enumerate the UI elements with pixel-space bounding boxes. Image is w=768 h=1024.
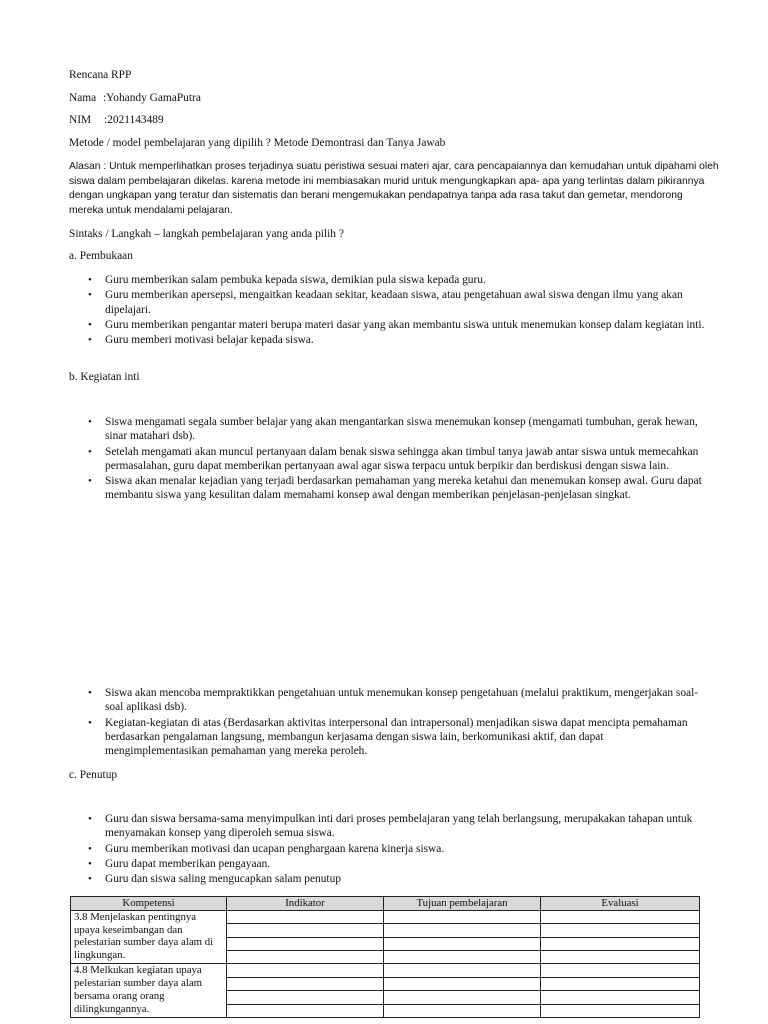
nim-line <box>69 113 164 127</box>
list-item: • Siswa akan menalar kejadian yang terjadi berdasarkan pemahaman yang mereka ketahui dan menemukan konsep awal. Guru dapat membantu siswa yang kesulitan dalam memahami konsep awal dengan memberikan penjelasan-penjelasan singkat. <box>88 475 702 502</box>
list-item: • Guru memberikan pengantar materi berupa materi dasar yang akan membantu siswa untuk menemukan konsep dalam kegiatan inti. <box>88 318 705 331</box>
bullet-icon: • <box>88 842 92 855</box>
table-cell <box>227 950 384 963</box>
table-row <box>71 964 700 977</box>
nama-line <box>69 91 201 105</box>
header-tujuan: Tujuan pembelajaran <box>384 897 541 911</box>
table-cell <box>541 977 700 990</box>
table-cell <box>384 937 541 950</box>
metode-line: Metode / model pembelajaran yang dipilih ? Metode Demontrasi dan Tanya Jawab <box>69 137 446 149</box>
list-item: • Guru memberikan apersepsi, mengaitkan keadaan sekitar, keadaan siswa, atau pengetahuan awal siswa dengan ilmu yang akan dipelajari. <box>88 289 683 316</box>
pembukaan-heading: a. Pembukaan <box>69 250 133 262</box>
bullet-icon: • <box>88 289 92 302</box>
table-cell <box>384 924 541 937</box>
kompetensi-cell: 4.8 Melkukan kegiatan upaya pelestarian sumber daya alam bersama orang orang dilingkungannya. <box>71 964 227 1018</box>
bullet-icon: • <box>88 334 92 347</box>
table-cell <box>227 991 384 1004</box>
penutup-heading: c. Penutup <box>69 769 118 781</box>
bullet-icon: • <box>88 873 92 886</box>
table-cell <box>541 924 700 937</box>
bullet-icon: • <box>88 475 92 488</box>
header-kompetensi: Kompetensi <box>71 897 227 911</box>
bullet-icon: • <box>88 813 92 825</box>
nim-label: NIM <box>69 114 92 126</box>
kompetensi-cell: 3.8 Menjelaskan pentingnya upaya keseimbangan dan pelestarian sumber daya alam di lingkungan. <box>71 910 227 964</box>
table-cell <box>384 977 541 990</box>
table-cell <box>384 950 541 963</box>
nama-label: Nama <box>69 92 97 104</box>
table-cell <box>227 964 384 977</box>
table-cell <box>541 1004 700 1017</box>
bullet-icon: • <box>88 687 92 699</box>
list-item: • Guru dan siswa bersama-sama menyimpulkan inti dari proses pembelajaran yang telah berlangsung, merupakakan tahapan untuk menyamakan konsep yang diperoleh semua siswa. <box>88 813 693 840</box>
nama-value: :Yohandy GamaPutra <box>103 92 201 104</box>
table-cell <box>227 977 384 990</box>
penutup-list <box>69 812 709 887</box>
bullet-icon: • <box>88 857 92 870</box>
list-item: • Guru memberikan motivasi dan ucapan penghargaan karena kinerja siswa. <box>88 842 445 855</box>
list-item: • Kegiatan-kegiatan di atas (Berdasarkan aktivitas interpersonal dan intrapersonal) menjadikan siswa dapat mencipta pemahaman berdasarkan pengalaman langsung, membangun kerjasama dengan siswa lain, berkomunikasi aktif, dan dapat mengimplementasikan pemahaman yang mereka peroleh. <box>88 716 688 758</box>
header-indikator: Indikator <box>227 897 384 911</box>
table-header-row <box>71 897 700 911</box>
table-cell <box>384 910 541 923</box>
list-item: • Guru memberi motivasi belajar kepada siswa. <box>88 334 314 347</box>
sintaks-line: Sintaks / Langkah – langkah pembelajaran yang anda pilih ? <box>69 228 344 240</box>
list-item: • Setelah mengamati akan muncul pertanyaan dalam benak siswa sehingga akan timbul tanya jawab antar siswa untuk memecahkan permasalahan, guru dapat memberikan pertanyaan awal agar siswa terpacu untuk berpikir dan berdiskusi dengan siswa lain. <box>88 445 699 472</box>
table-cell <box>227 937 384 950</box>
table-cell <box>541 910 700 923</box>
table-cell <box>384 964 541 977</box>
table-cell <box>541 950 700 963</box>
bullet-icon: • <box>88 274 92 286</box>
table-cell <box>384 991 541 1004</box>
table-row <box>71 910 700 923</box>
list-item: • Siswa akan mencoba mempraktikkan pengetahuan untuk menemukan konsep pengetahuan (melalui praktikum, mengerjakan soal-soal aplikasi dsb). <box>88 687 699 714</box>
table-cell <box>384 1004 541 1017</box>
table-cell <box>541 964 700 977</box>
bullet-icon: • <box>88 445 92 458</box>
table-cell <box>541 937 700 950</box>
pembukaan-list <box>69 273 709 348</box>
bullet-icon: • <box>88 318 92 331</box>
doc-title: Rencana RPP <box>69 69 132 81</box>
bullet-icon: • <box>88 416 92 428</box>
list-item: • Guru dan siswa saling mengucapkan salam penutup <box>88 873 341 886</box>
list-item: • Guru memberikan salam pembuka kepada siswa, demikian pula siswa kepada guru. <box>88 274 486 286</box>
list-item: • Guru dapat memberikan pengayaan. <box>88 857 271 870</box>
table-cell <box>541 991 700 1004</box>
header-evaluasi: Evaluasi <box>541 897 700 911</box>
inti-list-b <box>69 686 709 759</box>
rpp-table <box>70 896 700 1018</box>
alasan-paragraph: Alasan : Untuk memperlihatkan proses terjadinya suatu peristiwa sesuai materi ajar, cara pencapaiannya dan kemudahan untuk dipahami oleh siswa dalam pembelajaran dikelas. karena metode ini membiasakan murid untuk mengungkapkan apa- apa yang terlintas dalam pikirannya dengan ungkapan yang teratur dan sistematis dan berani mengemukakan pendapatnya tanpa ada rasa takut dan gemetar, mendorong mereka untuk mendalami pelajaran. <box>69 161 719 216</box>
bullet-icon: • <box>88 716 92 729</box>
table-cell <box>227 910 384 923</box>
inti-list-a <box>69 415 709 504</box>
table-cell <box>227 924 384 937</box>
nim-value: :2021143489 <box>104 114 164 126</box>
list-item: • Siswa mengamati segala sumber belajar yang akan mengantarkan siswa menemukan konsep (mengamati tumbuhan, gerak hewan, sinar matahari dsb). <box>88 416 698 443</box>
table-cell <box>227 1004 384 1017</box>
inti-heading: b. Kegiatan inti <box>69 371 140 383</box>
